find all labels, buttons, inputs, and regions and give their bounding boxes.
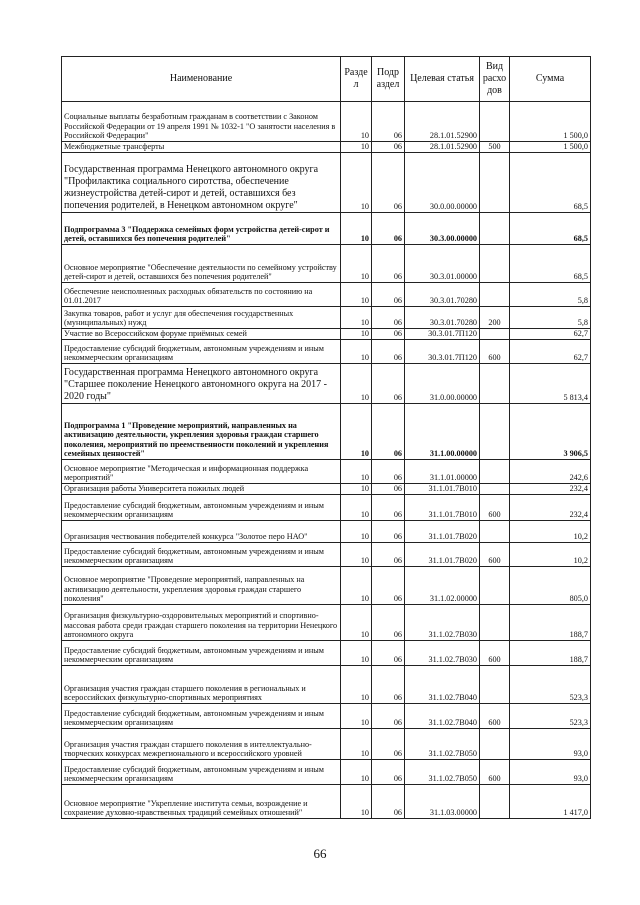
header-target: Целевая статья: [405, 57, 480, 102]
table-row: [62, 213, 591, 245]
row-sum: 523,3: [510, 704, 591, 729]
table-row: [62, 153, 591, 213]
row-target: 31.1.02.7В040: [405, 666, 480, 704]
row-kind: 600: [480, 340, 510, 364]
row-sum: 232,4: [510, 484, 591, 495]
row-name: Обеспечение неисполненных расходных обязательств по состоянию на 01.01.2017: [62, 283, 341, 307]
row-subsection: 06: [372, 729, 405, 760]
row-target: 31.1.01.00000: [405, 460, 480, 484]
header-name: Наименование: [62, 57, 341, 102]
row-name: Закупка товаров, работ и услуг для обеспечения государственных (муниципальных) нужд: [62, 307, 341, 329]
row-section: 10: [341, 142, 372, 153]
row-subsection: 06: [372, 364, 405, 404]
row-name: Организация физкультурно-оздоровительных мероприятий и спортивно-массовая работа среди граждан старшего поколения на территории Ненецкого автономного округа: [62, 605, 341, 641]
row-name: Основное мероприятие "Обеспечение деятельности по семейному устройству детей-сирот и детей, оставшихся без попечения родителей": [62, 245, 341, 283]
row-name: Предоставление субсидий бюджетным, автономным учреждениям и иным некоммерческим организациям: [62, 704, 341, 729]
row-section: 10: [341, 307, 372, 329]
row-subsection: 06: [372, 641, 405, 666]
row-section: 10: [341, 340, 372, 364]
table-row: [62, 245, 591, 283]
row-sum: 188,7: [510, 605, 591, 641]
row-section: 10: [341, 495, 372, 521]
row-name: Государственная программа Ненецкого автономного округа "Профилактика социального сиротства, обеспечение жизнеустройства детей-сирот и детей, оставшихся без попечения родителей, в Ненецком автономном округе": [62, 153, 341, 213]
row-name: Основное мероприятие "Укрепление института семьи, возрождение и сохранение духовно-нравственных традиций семейных отношений": [62, 785, 341, 819]
row-target: 30.3.01.7П120: [405, 340, 480, 364]
row-kind: [480, 666, 510, 704]
row-sum: 10,2: [510, 543, 591, 567]
row-sum: 68,5: [510, 153, 591, 213]
row-sum: 93,0: [510, 729, 591, 760]
table-row: [62, 364, 591, 404]
row-section: 10: [341, 704, 372, 729]
row-target: 31.1.01.7В020: [405, 521, 480, 543]
row-sum: 5 813,4: [510, 364, 591, 404]
row-sum: 68,5: [510, 245, 591, 283]
row-subsection: 06: [372, 340, 405, 364]
row-sum: 3 906,5: [510, 404, 591, 460]
table-row: [62, 102, 591, 142]
row-sum: 242,6: [510, 460, 591, 484]
row-target: 31.1.03.00000: [405, 785, 480, 819]
row-section: 10: [341, 102, 372, 142]
row-section: 10: [341, 760, 372, 785]
row-target: 31.1.02.7В050: [405, 729, 480, 760]
table-row: [62, 666, 591, 704]
table-row: [62, 521, 591, 543]
row-name: Предоставление субсидий бюджетным, автономным учреждениям и иным некоммерческим организациям: [62, 495, 341, 521]
row-subsection: 06: [372, 213, 405, 245]
row-target: 28.1.01.52900: [405, 102, 480, 142]
row-subsection: 06: [372, 460, 405, 484]
table-row: [62, 704, 591, 729]
row-kind: [480, 153, 510, 213]
row-sum: 1 417,0: [510, 785, 591, 819]
row-name: Государственная программа Ненецкого автономного округа "Старшее поколение Ненецкого автономного округа на 2017 - 2020 годы": [62, 364, 341, 404]
row-name: Основное мероприятие "Методическая и информационная поддержка мероприятий": [62, 460, 341, 484]
row-sum: 805,0: [510, 567, 591, 605]
row-section: 10: [341, 641, 372, 666]
row-name: Организация участия граждан старшего поколения в региональных и всероссийских физкультурно-спортивных мероприятиях: [62, 666, 341, 704]
row-name: Организация участия граждан старшего поколения в интеллектуально-творческих конкурсах межрегионального и всероссийского уровней: [62, 729, 341, 760]
row-name: Предоставление субсидий бюджетным, автономным учреждениям и иным некоммерческим организациям: [62, 543, 341, 567]
row-subsection: 06: [372, 404, 405, 460]
row-target: 31.1.02.7В030: [405, 605, 480, 641]
table-row: [62, 605, 591, 641]
row-subsection: 06: [372, 102, 405, 142]
row-kind: 500: [480, 142, 510, 153]
row-target: 30.3.00.00000: [405, 213, 480, 245]
table-row: [62, 329, 591, 340]
row-section: 10: [341, 521, 372, 543]
row-target: 31.1.00.00000: [405, 404, 480, 460]
row-section: 10: [341, 484, 372, 495]
row-target: 31.1.01.7В020: [405, 543, 480, 567]
row-target: 30.3.01.70280: [405, 283, 480, 307]
row-sum: 1 500,0: [510, 102, 591, 142]
table-row: [62, 142, 591, 153]
row-section: 10: [341, 666, 372, 704]
row-target: 31.1.02.7В050: [405, 760, 480, 785]
row-target: 31.1.01.7В010: [405, 484, 480, 495]
row-subsection: 06: [372, 283, 405, 307]
row-subsection: 06: [372, 543, 405, 567]
table-row: [62, 641, 591, 666]
row-subsection: 06: [372, 605, 405, 641]
row-name: Организация работы Университета пожилых людей: [62, 484, 341, 495]
row-target: 30.3.01.7П120: [405, 329, 480, 340]
row-kind: [480, 484, 510, 495]
row-section: 10: [341, 460, 372, 484]
row-subsection: 06: [372, 704, 405, 729]
table-row: [62, 760, 591, 785]
row-target: 31.0.00.00000: [405, 364, 480, 404]
header-section: Разде л: [341, 57, 372, 102]
row-target: 31.1.02.7В030: [405, 641, 480, 666]
table-row: [62, 307, 591, 329]
row-sum: 68,5: [510, 213, 591, 245]
row-kind: 600: [480, 704, 510, 729]
row-target: 31.1.01.7В010: [405, 495, 480, 521]
table-row: [62, 495, 591, 521]
table-row: [62, 484, 591, 495]
row-subsection: 06: [372, 567, 405, 605]
row-sum: 232,4: [510, 495, 591, 521]
row-section: 10: [341, 364, 372, 404]
row-kind: 600: [480, 760, 510, 785]
row-sum: 1 500,0: [510, 142, 591, 153]
header-kind: Вид расхо дов: [480, 57, 510, 102]
row-section: 10: [341, 567, 372, 605]
budget-table: [61, 56, 591, 819]
row-name: Подпрограмма 1 "Проведение мероприятий, направленных на активизацию деятельности, укрепления здоровья граждан старшего поколения, мероприятий по преемственности поколений и укрепления семейных ценностей": [62, 404, 341, 460]
table-row: [62, 283, 591, 307]
row-kind: 600: [480, 641, 510, 666]
row-subsection: 06: [372, 495, 405, 521]
row-name: Социальные выплаты безработным гражданам в соответствии с Законом Российской Федерации от 19 апреля 1991 № 1032-1 "О занятости населения в Российской Федерации": [62, 102, 341, 142]
table-row: [62, 729, 591, 760]
row-kind: [480, 729, 510, 760]
row-subsection: 06: [372, 785, 405, 819]
row-section: 10: [341, 404, 372, 460]
row-kind: [480, 283, 510, 307]
row-sum: 62,7: [510, 340, 591, 364]
row-sum: 523,3: [510, 666, 591, 704]
row-kind: [480, 329, 510, 340]
row-section: 10: [341, 785, 372, 819]
row-sum: 62,7: [510, 329, 591, 340]
row-kind: [480, 213, 510, 245]
table-row: [62, 404, 591, 460]
row-section: 10: [341, 153, 372, 213]
header-subsection: Подр аздел: [372, 57, 405, 102]
row-kind: 600: [480, 543, 510, 567]
row-target: 31.1.02.00000: [405, 567, 480, 605]
row-name: Участие во Всероссийском форуме приёмных семей: [62, 329, 341, 340]
row-target: 30.3.01.00000: [405, 245, 480, 283]
row-kind: [480, 785, 510, 819]
row-subsection: 06: [372, 245, 405, 283]
row-subsection: 06: [372, 760, 405, 785]
row-subsection: 06: [372, 329, 405, 340]
row-subsection: 06: [372, 153, 405, 213]
row-subsection: 06: [372, 666, 405, 704]
row-name: Предоставление субсидий бюджетным, автономным учреждениям и иным некоммерческим организациям: [62, 760, 341, 785]
row-name: Предоставление субсидий бюджетным, автономным учреждениям и иным некоммерческим организациям: [62, 340, 341, 364]
row-target: 31.1.02.7В040: [405, 704, 480, 729]
row-kind: [480, 605, 510, 641]
row-kind: [480, 102, 510, 142]
row-sum: 188,7: [510, 641, 591, 666]
row-kind: [480, 364, 510, 404]
row-name: Основное мероприятие "Проведение мероприятий, направленных на активизацию деятельности, укрепления здоровья граждан старшего поколения": [62, 567, 341, 605]
table-row: [62, 785, 591, 819]
table-row: [62, 543, 591, 567]
row-kind: 600: [480, 495, 510, 521]
row-name: Организация чествования победителей конкурса "Золотое перо НАО": [62, 521, 341, 543]
table-row: [62, 340, 591, 364]
row-section: 10: [341, 543, 372, 567]
page-number: 66: [313, 846, 327, 861]
row-name: Подпрограмма 3 "Поддержка семейных форм устройства детей-сирот и детей, оставшихся без попечения родителей": [62, 213, 341, 245]
row-subsection: 06: [372, 142, 405, 153]
row-target: 30.3.01.70280: [405, 307, 480, 329]
row-target: 28.1.01.52900: [405, 142, 480, 153]
row-sum: 10,2: [510, 521, 591, 543]
table-row: [62, 567, 591, 605]
header-sum: Сумма: [510, 57, 591, 102]
row-section: 10: [341, 213, 372, 245]
row-section: 10: [341, 245, 372, 283]
row-section: 10: [341, 729, 372, 760]
row-kind: [480, 460, 510, 484]
row-section: 10: [341, 329, 372, 340]
row-section: 10: [341, 283, 372, 307]
row-target: 30.0.00.00000: [405, 153, 480, 213]
row-kind: [480, 521, 510, 543]
row-sum: 5,8: [510, 307, 591, 329]
row-kind: [480, 567, 510, 605]
row-kind: [480, 245, 510, 283]
row-name: Предоставление субсидий бюджетным, автономным учреждениям и иным некоммерческим организациям: [62, 641, 341, 666]
row-subsection: 06: [372, 521, 405, 543]
row-sum: 5,8: [510, 283, 591, 307]
row-subsection: 06: [372, 307, 405, 329]
table-row: [62, 460, 591, 484]
table-header-row: [62, 57, 591, 102]
row-sum: 93,0: [510, 760, 591, 785]
row-kind: [480, 404, 510, 460]
row-kind: 200: [480, 307, 510, 329]
row-name: Межбюджетные трансферты: [62, 142, 341, 153]
row-section: 10: [341, 605, 372, 641]
row-subsection: 06: [372, 484, 405, 495]
